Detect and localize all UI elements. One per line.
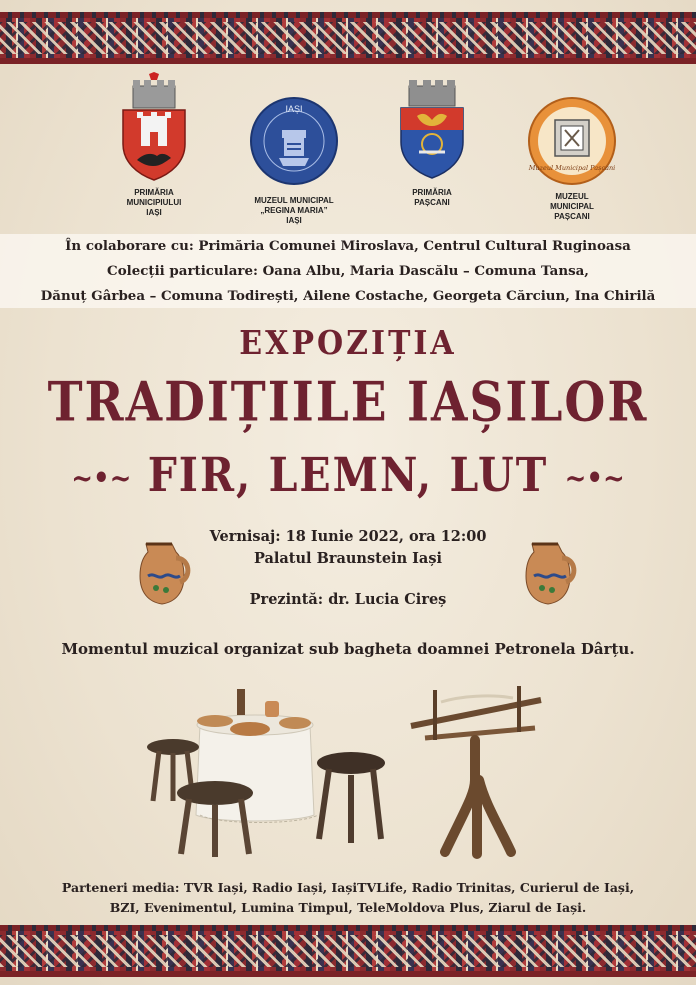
title-expozitia: EXPOZIȚIA: [239, 324, 457, 363]
collab-line-2: Colecții particulare: Oana Albu, Maria Dascălu – Comuna Tansa,: [107, 263, 589, 279]
ornament-left-icon: ~•~: [71, 461, 132, 497]
partners-line-2: BZI, Evenimentul, Lumina Timpul, TeleMoldova Plus, Ziarul de Iași.: [109, 900, 587, 915]
logo-label: PRIMĂRIA PAȘCANI: [412, 188, 452, 207]
folk-pattern-band-bottom: [0, 925, 696, 977]
museum-pascani-emblem-icon: [527, 96, 617, 186]
logo-primaria-iasi: [74, 72, 234, 218]
ornament-right-icon: ~•~: [564, 461, 625, 497]
museum-seal-icon: [249, 96, 339, 186]
folk-pattern-band-top: [0, 12, 696, 64]
logo-row: [0, 72, 696, 232]
media-partners: [0, 878, 696, 918]
collab-line-3: Dănuț Gârbea – Comuna Todirești, Ailene Costache, Georgeta Cărciun, Ina Chirilă: [40, 288, 656, 304]
logo-label: PRIMĂRIA MUNICIPIULUI IAȘI: [126, 188, 182, 217]
logo-label: MUZEUL MUNICIPAL PAȘCANI: [550, 192, 594, 221]
presenter-text: Prezintă: dr. Lucia Cireș: [249, 591, 447, 608]
logo-muzeul-regina-maria: [214, 72, 374, 226]
table-with-stools-photo: [145, 685, 395, 860]
collab-line-1: În colaborare cu: Primăria Comunei Miroslava, Centrul Cultural Ruginoasa: [65, 238, 631, 254]
svg-text:Muzeul Municipal Pașcani: Muzeul Municipal Pașcani: [528, 164, 616, 172]
logo-label: MUZEUL MUNICIPAL „REGINA MARIA” IAȘI: [254, 196, 334, 225]
iasi-coat-of-arms-icon: [119, 72, 189, 184]
logo-primaria-pascani: [352, 72, 512, 208]
wooden-spinning-tool-photo: [405, 680, 550, 860]
music-text: Momentul muzical organizat sub bagheta doamnei Petronela Dârțu.: [61, 640, 635, 658]
title-subtitle-row: [0, 447, 696, 502]
vernisaj-text: Vernisaj: 18 Iunie 2022, ora 12:00: [209, 528, 487, 545]
venue-text: Palatul Braunstein Iași: [253, 550, 443, 567]
title-subtitle: FIR, LEMN, LUT: [147, 447, 549, 503]
svg-text:IAȘI: IAȘI: [285, 104, 303, 114]
collaboration-block: [0, 234, 696, 308]
logo-muzeul-pascani: [492, 72, 652, 222]
pascani-coat-of-arms-icon: [397, 72, 467, 184]
partners-line-1: Parteneri media: TVR Iași, Radio Iași, IașiTVLife, Radio Trinitas, Curierul de Iași,: [61, 880, 635, 895]
title-main: TRADIȚIILE IAȘILOR: [47, 370, 649, 435]
